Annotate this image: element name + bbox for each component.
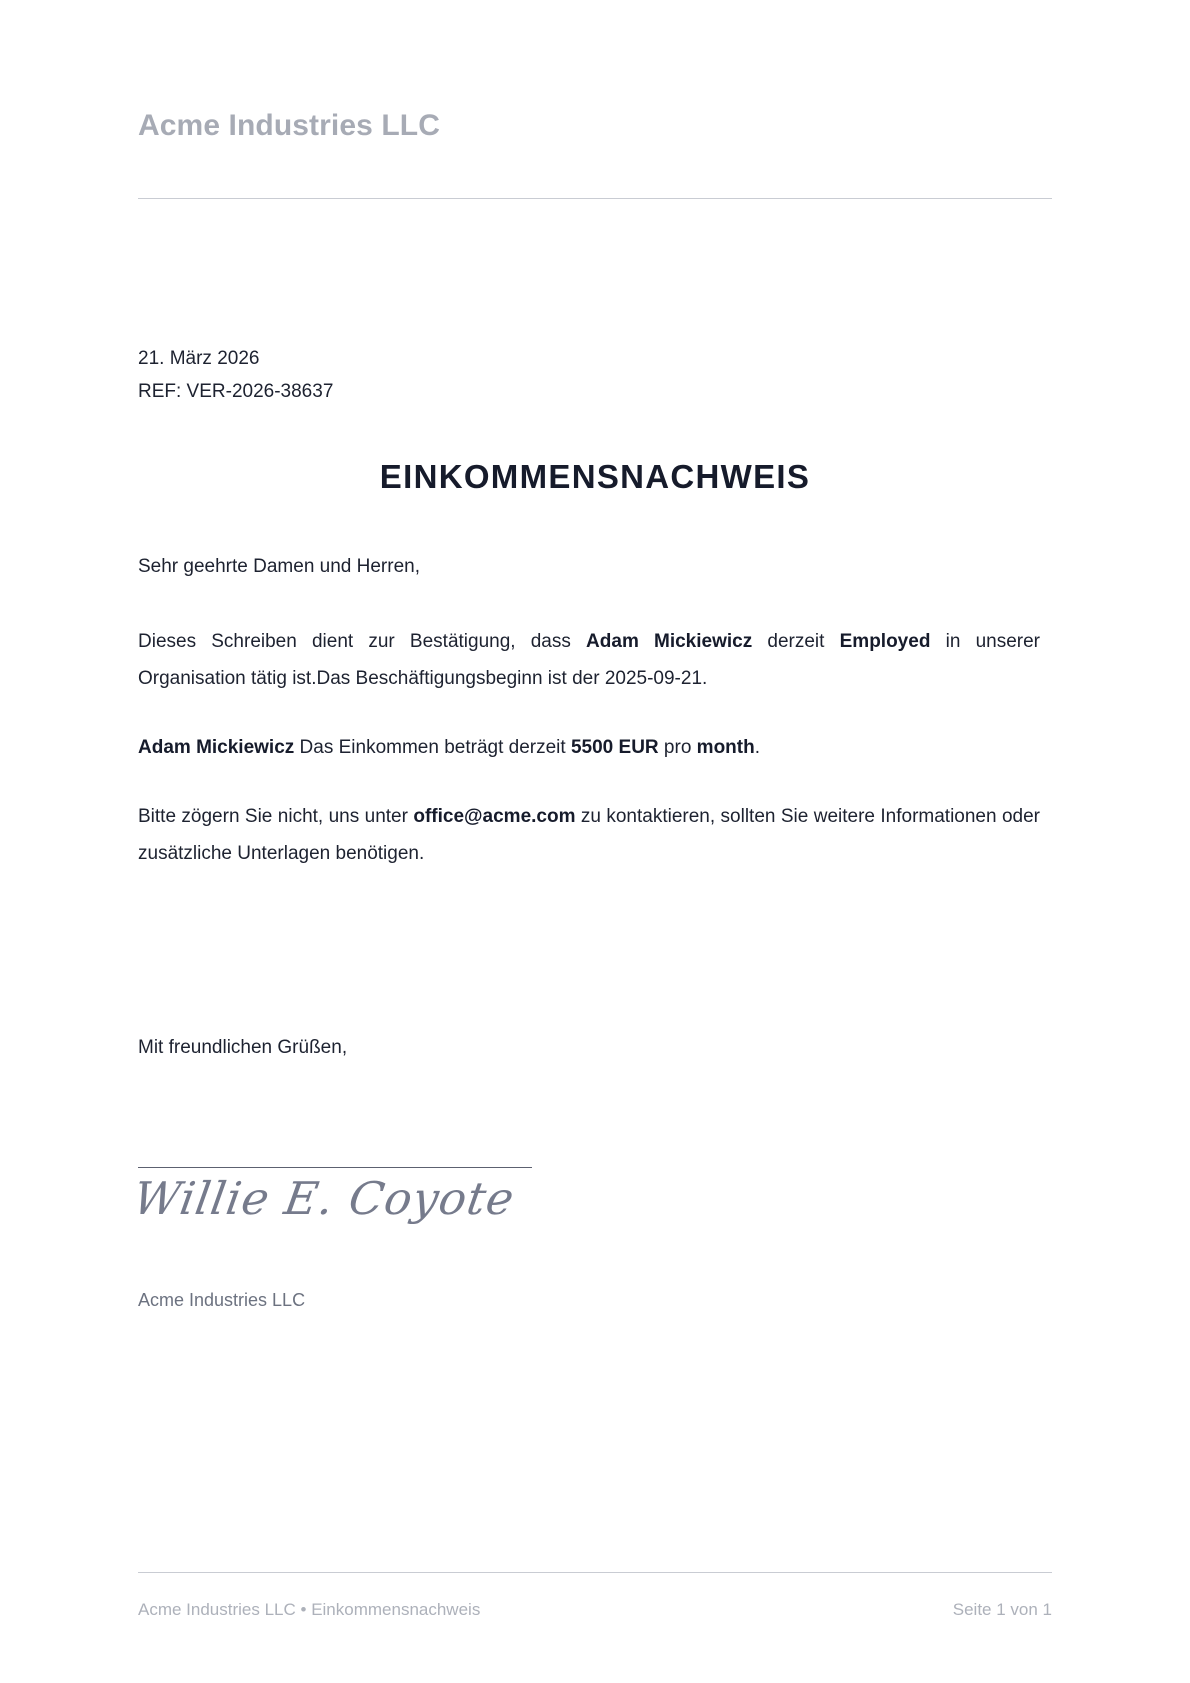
salary-period: month (696, 737, 755, 759)
paragraph-income (138, 729, 1040, 766)
paragraph-income-text-3: . (754, 737, 760, 759)
employee-name-2: Adam Mickiewicz (138, 737, 295, 759)
paragraph-contact (138, 798, 1040, 872)
employment-status: Employed (839, 631, 931, 653)
paragraph-employment (138, 623, 1040, 697)
footer-divider (138, 1572, 1052, 1573)
page-footer (138, 1600, 1052, 1620)
footer-page-number: Seite 1 von 1 (952, 1600, 1052, 1619)
document-title: EINKOMMENSNACHWEIS (379, 458, 811, 495)
letterhead (138, 108, 1052, 144)
document-meta (138, 342, 838, 409)
header-divider (138, 198, 1052, 199)
paragraph-employment-text-3: in unserer Organisation tätig ist.Das Beschäftigungsbeginn ist der 2025-09-21. (138, 631, 1040, 690)
signer-organization: Acme Industries LLC (138, 1290, 306, 1310)
paragraph-income-text-2: pro (658, 737, 697, 759)
paragraph-employment-text-2: derzeit (752, 631, 840, 653)
closing-salutation: Mit freundlichen Grüßen, (138, 1037, 348, 1058)
signature-line (138, 1167, 532, 1168)
letter-body (138, 548, 1040, 872)
document-date: 21. März 2026 (138, 348, 260, 369)
salutation: Sehr geehrte Damen und Herren, (138, 556, 420, 577)
salary-amount: 5500 EUR (570, 737, 659, 759)
paragraph-contact-text-2: zu kontaktieren, sollten Sie weitere Informationen oder zusätzliche Unterlagen benötigen. (138, 806, 1040, 865)
contact-email[interactable]: office@acme.com (413, 806, 576, 828)
signature-script: Willie E. Coyote (129, 1172, 519, 1225)
paragraph-contact-text-1: Bitte zögern Sie nicht, uns unter (138, 806, 414, 828)
document-reference: REF: VER-2026-38637 (138, 381, 334, 403)
employee-name-1: Adam Mickiewicz (586, 631, 753, 653)
paragraph-income-text-1: Das Einkommen beträgt derzeit (294, 737, 571, 759)
company-name: Acme Industries LLC (138, 109, 440, 142)
footer-left-text: Acme Industries LLC • Einkommensnachweis (138, 1600, 481, 1619)
paragraph-employment-text-1: Dieses Schreiben dient zur Bestätigung, dass (138, 631, 587, 653)
